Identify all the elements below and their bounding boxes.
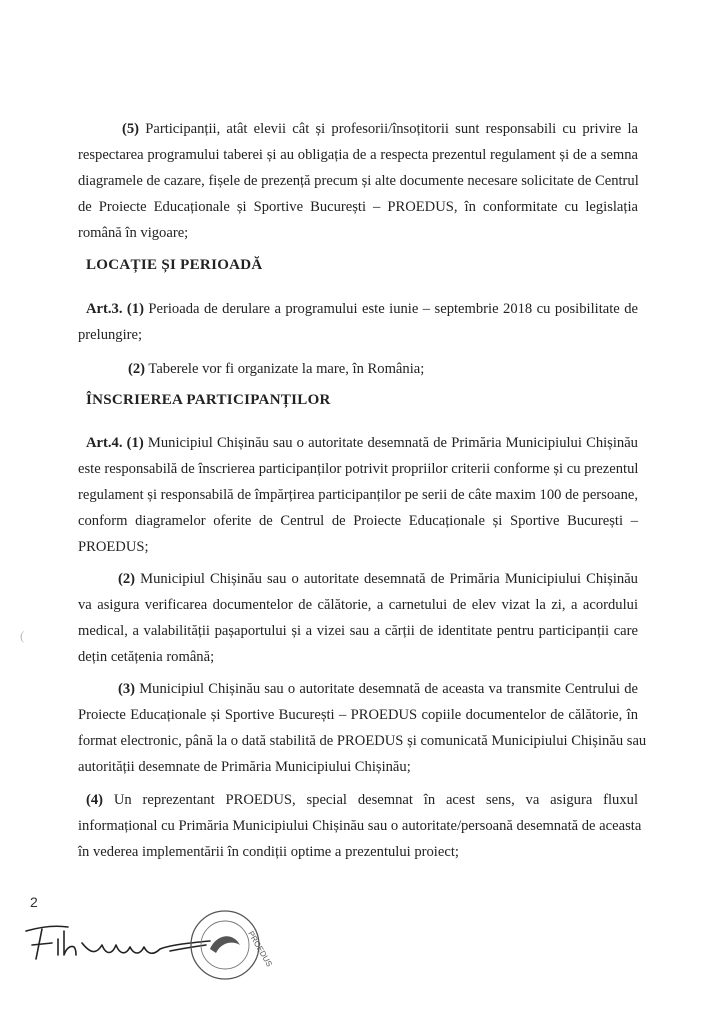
- paragraph-line: Municipiul Chișinău sau o autoritate desemnată de Primăria Municipiului Chișinău: [140, 571, 638, 587]
- paragraph-line: de Proiecte Educaționale și Sportive București – PROEDUS, în conformitate cu legislația: [78, 199, 638, 215]
- paragraph-number: (3): [118, 681, 136, 697]
- paragraph-line: respectarea programului taberei și au obligația de a respecta prezentul regulament și de a semna: [78, 147, 638, 163]
- paragraph-line: va asigura verificarea documentelor de călătorie, a carnetului de elev vizat la zi, a acordului: [78, 597, 638, 613]
- article-4-4: [78, 787, 642, 865]
- paragraph-line: medical, a valabilității pașaportului și a vizei sau a cărții de identitate pentru participanții care: [78, 623, 638, 639]
- paragraph-line: Municipiul Chișinău sau o autoritate desemnată de aceasta va transmite Centrului de: [139, 681, 639, 697]
- paragraph-line: în vederea implementării în condiții optime a prezentului proiect;: [78, 844, 459, 860]
- paragraph-number: (4): [86, 792, 104, 808]
- paragraph-line: Proiecte Educaționale și Sportive București – PROEDUS copiile documentelor de călătorie, în: [78, 707, 638, 723]
- paragraph-number: (2): [128, 361, 146, 377]
- paragraph-line: Participanții, atât elevii cât și profesorii/însoțitorii sunt responsabili cu privire la: [145, 121, 638, 137]
- paragraph-number: (5): [122, 121, 140, 137]
- paragraph-line: Taberele vor fi organizate la mare, în România;: [148, 361, 425, 377]
- section-heading-locatie: LOCAȚIE ȘI PERIOADĂ: [86, 257, 263, 273]
- margin-mark: (: [20, 628, 25, 643]
- paragraph-line: diagramele de cazare, fișele de prezență precum și alte documente necesare solicitate de Centrul: [78, 173, 639, 189]
- page-number: 2: [30, 894, 38, 910]
- paragraph-line: autorității desemnate de Primăria Municipiului Chișinău;: [78, 759, 411, 775]
- stamp-text: PROEDUS: [246, 929, 274, 969]
- handwritten-signature-icon: [26, 926, 210, 959]
- article-4-3: [78, 676, 647, 780]
- paragraph-line: dețin cetățenia română;: [78, 649, 215, 665]
- paragraph-line: Perioada de derulare a programului este iunie – septembrie 2018 cu posibilitate de: [148, 301, 638, 317]
- paragraph-line: română în vigoare;: [78, 225, 189, 241]
- paragraph-number: (2): [118, 571, 136, 587]
- article-4-2: [78, 566, 638, 670]
- article-3-2: [78, 356, 638, 382]
- article-number: Art.3. (1): [86, 301, 144, 317]
- signature-and-stamp: [20, 905, 280, 985]
- paragraph-5: [78, 116, 638, 246]
- paragraph-line: Municipiul Chișinău sau o autoritate desemnată de Primăria Municipiului Chișinău: [147, 435, 638, 451]
- paragraph-line: informațional cu Primăria Municipiului Chișinău sau o autoritate/persoană desemnată de aceasta: [78, 818, 642, 834]
- article-4-1: [78, 430, 638, 560]
- paragraph-line: PROEDUS;: [78, 539, 149, 555]
- paragraph-line: regulament și responsabilă de împărțirea participanților pe serii de câte maxim 100 de persoane,: [78, 487, 639, 503]
- section-heading-inscriere: ÎNSCRIEREA PARTICIPANȚILOR: [86, 392, 331, 408]
- paragraph-line: prelungire;: [78, 327, 143, 343]
- paragraph-line: conform diagramelor oferite de Centrul de Proiecte Educaționale și Sportive București –: [78, 513, 638, 529]
- article-number: Art.4. (1): [86, 435, 144, 451]
- paragraph-line: Un reprezentant PROEDUS, special desemnat în acest sens, va asigura fluxul: [113, 792, 638, 808]
- article-3-1: [78, 296, 638, 348]
- paragraph-line: format electronic, până la o dată stabilită de PROEDUS și comunicată Municipiului Chișinău sau: [78, 733, 647, 749]
- paragraph-line: este responsabilă de înscrierea participanților potrivit propriilor criterii conforme și cu prezentul: [78, 461, 639, 477]
